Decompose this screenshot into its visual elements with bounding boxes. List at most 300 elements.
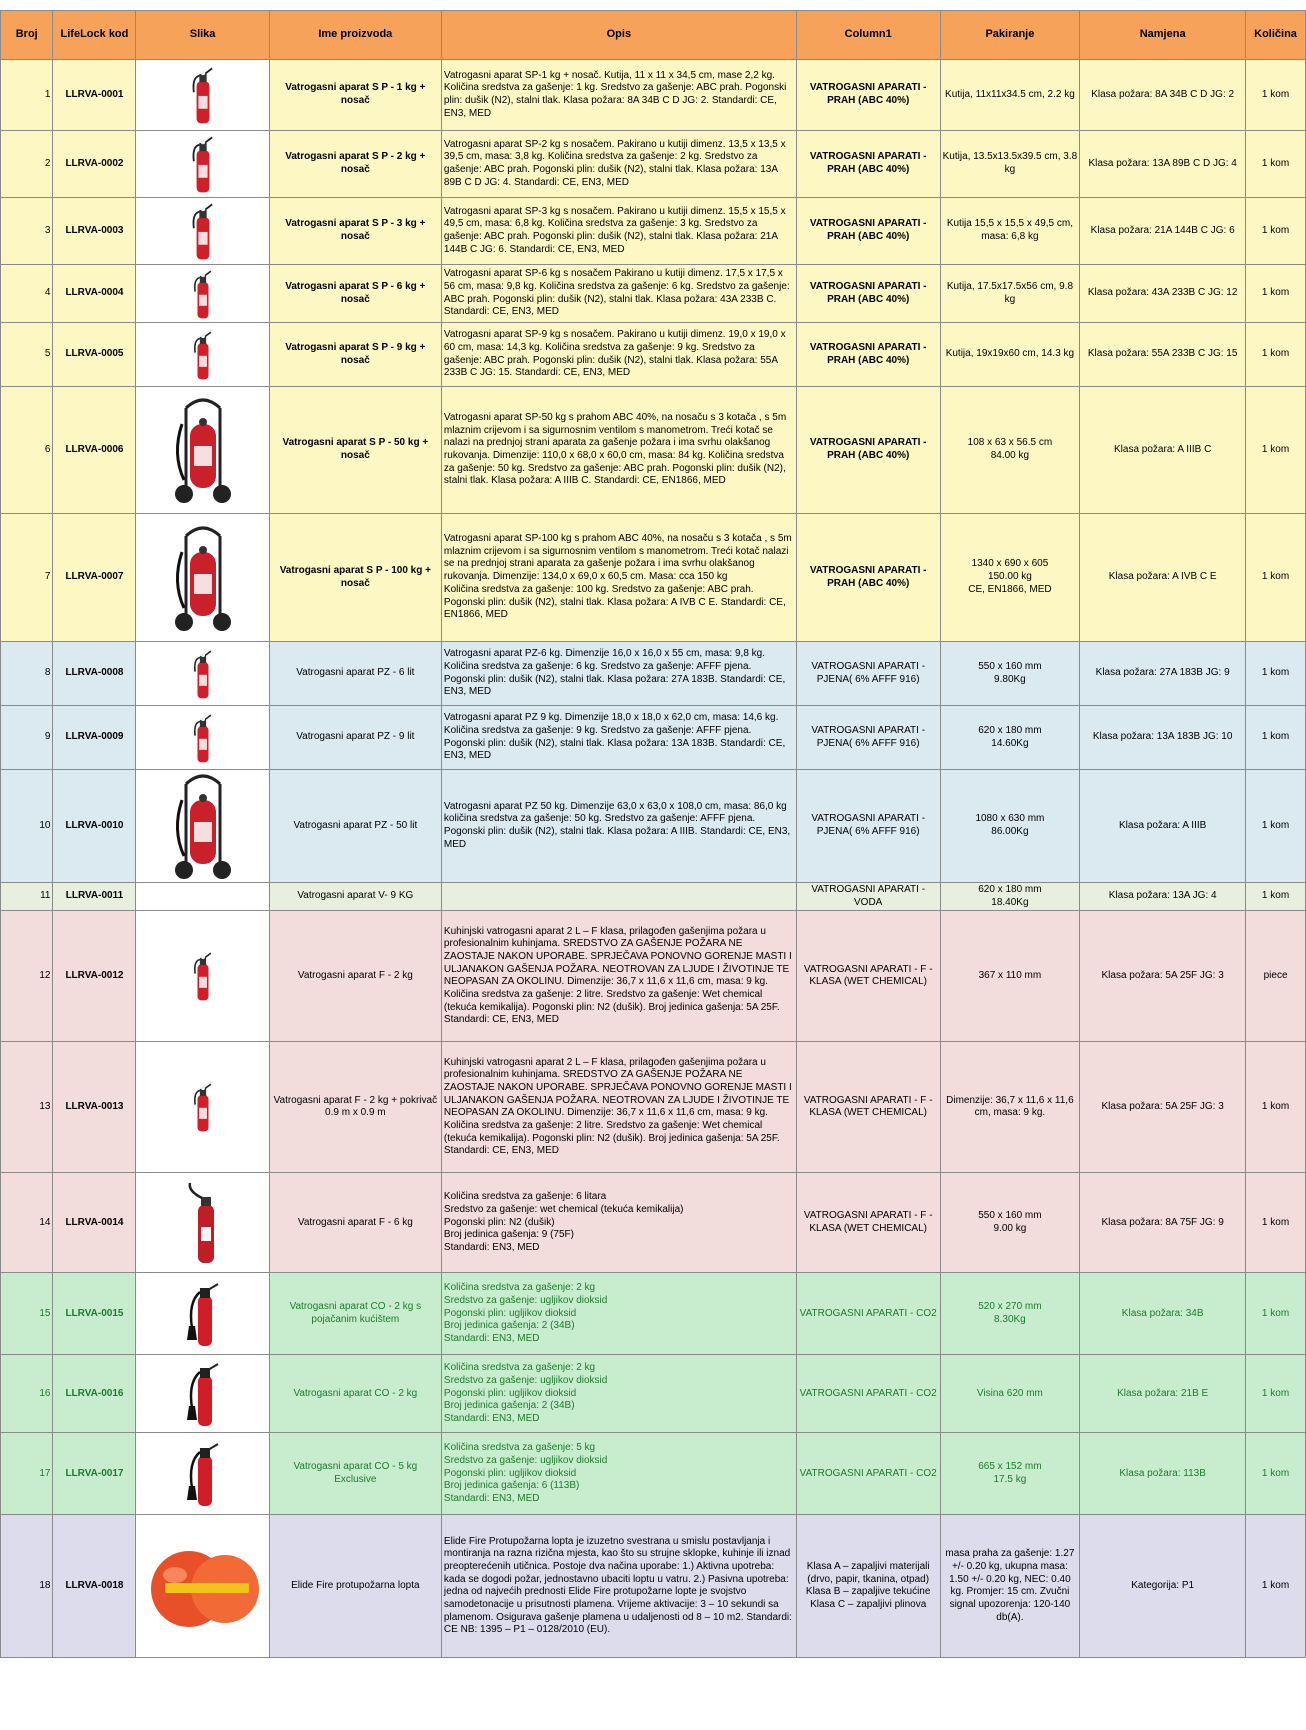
table-row[interactable] xyxy=(1,323,1306,387)
cell-pakiranje-text: Kutija, 19x19x60 cm, 14.3 kg xyxy=(945,348,1075,360)
cell-kolicina-text: 1 kom xyxy=(1261,731,1290,743)
cell-ime[interactable] xyxy=(269,1042,441,1173)
cell-opis-text: Količina sredstva za gašenje: 2 kg Sredstvo za gašenje: ugljikov dioksid Pogonski plin: ugljikov dioksid Broj jedinica gašenja: 2 (34B) Standardi: EN3, MED xyxy=(443,1282,608,1344)
cell-broj-text: 6 xyxy=(44,443,51,455)
cell-namjena-text: Klasa požara: 21B E xyxy=(1117,1387,1209,1399)
cell-broj[interactable] xyxy=(1,323,53,387)
cell-kolicina[interactable] xyxy=(1246,265,1306,323)
cell-namjena[interactable] xyxy=(1080,60,1246,131)
cell-ime-text: Vatrogasni aparat S P - 6 kg + nosač xyxy=(285,280,426,305)
cell-kategorija[interactable] xyxy=(796,642,940,706)
cell-pakiranje[interactable] xyxy=(940,770,1080,883)
cell-pakiranje[interactable] xyxy=(940,706,1080,770)
table-row[interactable] xyxy=(1,265,1306,323)
cell-namjena-text: Klasa požara: 21A 144B C JG: 6 xyxy=(1090,224,1235,236)
cell-opis[interactable] xyxy=(441,60,796,131)
cell-kolicina[interactable] xyxy=(1246,131,1306,198)
cell-opis-text: Vatrogasni aparat SP-6 kg s nosačem Pakirano u kutiji dimenz. 17,5 x 17,5 x 56 cm, masa: 9,8 kg. Količina sredstva za gašenje: 6 kg. Sredstvo za gašenje: ABC prah. Pogonski plin: dušik (N2), stalni tlak. Klasa požara: 43A 233B C. Standardi: CE, EN3, MED xyxy=(443,268,790,318)
table-row[interactable] xyxy=(1,1433,1306,1515)
cell-kategorija[interactable] xyxy=(796,1355,940,1433)
wheeled-fire-extinguisher-icon xyxy=(170,394,236,506)
cell-broj-text: 18 xyxy=(39,1580,51,1592)
cell-kategorija[interactable] xyxy=(796,770,940,883)
cell-kategorija[interactable] xyxy=(796,198,940,265)
cell-broj[interactable] xyxy=(1,1355,53,1433)
cell-broj-text: 17 xyxy=(39,1467,51,1479)
table-row[interactable] xyxy=(1,1515,1306,1658)
cell-pakiranje[interactable] xyxy=(940,1173,1080,1273)
cell-broj-text: 4 xyxy=(44,287,51,299)
cell-opis[interactable] xyxy=(441,1273,796,1355)
col-header-slika[interactable]: Slika xyxy=(136,11,269,60)
cell-namjena-text: Klasa požara: 113B xyxy=(1119,1467,1206,1479)
header-row xyxy=(1,11,1306,60)
cell-broj-text: 5 xyxy=(44,348,51,360)
cell-pakiranje-text: 665 x 152 mm 17.5 kg xyxy=(978,1461,1042,1485)
cell-ime-text: Vatrogasni aparat CO - 5 kg Exclusive xyxy=(293,1461,418,1485)
cell-kod[interactable] xyxy=(53,323,136,387)
cell-broj[interactable] xyxy=(1,1042,53,1173)
cell-broj-text: 9 xyxy=(44,731,51,743)
cell-namjena[interactable] xyxy=(1080,1355,1246,1433)
cell-kolicina-text: 1 kom xyxy=(1261,224,1290,236)
cell-kategorija[interactable] xyxy=(796,387,940,514)
cell-kod-text: LLRVA-0007 xyxy=(65,571,124,583)
cell-kolicina[interactable] xyxy=(1246,387,1306,514)
cell-opis[interactable] xyxy=(441,706,796,770)
cell-slika[interactable] xyxy=(136,1173,269,1273)
cell-namjena[interactable] xyxy=(1080,1433,1246,1515)
table-row[interactable] xyxy=(1,706,1306,770)
cell-broj-text: 3 xyxy=(44,224,51,236)
co2-extinguisher-icon xyxy=(186,1360,220,1428)
cell-opis[interactable] xyxy=(441,131,796,198)
cell-pakiranje-text: 550 x 160 mm 9.80Kg xyxy=(978,660,1042,685)
cell-slika[interactable] xyxy=(136,387,269,514)
col-header-broj[interactable]: Broj xyxy=(1,11,53,60)
cell-kod[interactable] xyxy=(53,883,136,911)
cell-namjena[interactable] xyxy=(1080,198,1246,265)
cell-kolicina-text: 1 kom xyxy=(1261,1580,1290,1592)
cell-broj[interactable] xyxy=(1,387,53,514)
cell-kod-text: LLRVA-0004 xyxy=(65,287,124,299)
cell-kod[interactable] xyxy=(53,1433,136,1515)
cell-broj[interactable] xyxy=(1,265,53,323)
cell-broj-text: 16 xyxy=(39,1387,51,1399)
cell-kategorija-text: VATROGASNI APARATI - F - KLASA (WET CHEMICAL) xyxy=(803,1094,933,1119)
cell-namjena[interactable] xyxy=(1080,323,1246,387)
table-row[interactable] xyxy=(1,60,1306,131)
table-row[interactable] xyxy=(1,883,1306,911)
product-table xyxy=(0,10,1306,1658)
cell-pakiranje-text: masa praha za gašenje: 1.27 +/- 0.20 kg, ukupna masa: 1.50 +/- 0.20 kg, NEC: 0.40 kg. Promjer: 15 cm. Zvučni signal upozorenja: 120-140 db(A). xyxy=(945,1548,1075,1623)
cell-broj[interactable] xyxy=(1,911,53,1042)
cell-ime-text: Vatrogasni aparat PZ - 9 lit xyxy=(296,731,415,743)
cell-ime[interactable] xyxy=(269,323,441,387)
cell-kolicina[interactable] xyxy=(1246,1042,1306,1173)
cell-slika[interactable] xyxy=(136,642,269,706)
cell-namjena[interactable] xyxy=(1080,131,1246,198)
cell-namjena[interactable] xyxy=(1080,706,1246,770)
cell-namjena-text: Klasa požara: A IVB C E xyxy=(1108,571,1217,583)
cell-kolicina[interactable] xyxy=(1246,1433,1306,1515)
fire-extinguisher-small-icon xyxy=(192,131,214,197)
cell-kod[interactable] xyxy=(53,514,136,642)
cell-namjena-text: Klasa požara: 13A 183B JG: 10 xyxy=(1092,731,1233,743)
cell-broj[interactable] xyxy=(1,1173,53,1273)
cell-kod-text: LLRVA-0012 xyxy=(65,970,124,982)
cell-slika[interactable] xyxy=(136,706,269,770)
cell-kolicina[interactable] xyxy=(1246,706,1306,770)
cell-kolicina-text: 1 kom xyxy=(1261,348,1290,360)
table-row[interactable] xyxy=(1,642,1306,706)
cell-opis[interactable] xyxy=(441,642,796,706)
cell-kategorija-text: VATROGASNI APARATI - CO2 xyxy=(799,1387,937,1399)
cell-pakiranje[interactable] xyxy=(940,1433,1080,1515)
cell-kategorija-text: VATROGASNI APARATI - PRAH (ABC 40%) xyxy=(809,564,927,589)
cell-slika[interactable] xyxy=(136,911,269,1042)
cell-ime-text: Vatrogasni aparat F - 6 kg xyxy=(297,1216,413,1228)
table-row[interactable] xyxy=(1,770,1306,883)
cell-opis-text: Vatrogasni aparat PZ 50 kg. Dimenzije 63,0 x 63,0 x 108,0 cm, masa: 86,0 kg količina sredstva za gašenje: 50 kg. Sredstvo za gašenje: AFFF pjena. Pogonski plin: dušik (N2), stalni tlak. Klasa požara: A IIIB. Standardi: CE, EN3, MED xyxy=(443,800,791,850)
cell-broj[interactable] xyxy=(1,514,53,642)
cell-slika[interactable] xyxy=(136,60,269,131)
cell-kod[interactable] xyxy=(53,1042,136,1173)
cell-namjena-text: Klasa požara: 34B xyxy=(1121,1307,1204,1319)
cell-pakiranje-text: Dimenzije: 36,7 x 11,6 x 11,6 cm, masa: 9 kg. xyxy=(946,1094,1074,1119)
cell-kolicina-text: 1 kom xyxy=(1261,1101,1290,1113)
cell-kolicina-text: 1 kom xyxy=(1261,667,1290,679)
cell-kolicina[interactable] xyxy=(1246,323,1306,387)
cell-broj[interactable] xyxy=(1,1273,53,1355)
cell-kolicina-text: 1 kom xyxy=(1261,571,1290,583)
cell-namjena[interactable] xyxy=(1080,1042,1246,1173)
cell-pakiranje[interactable] xyxy=(940,1355,1080,1433)
cell-kolicina-text: piece xyxy=(1263,970,1288,982)
cell-opis-text: Vatrogasni aparat SP-100 kg s prahom ABC 40%, na nosaču s 3 kotača , s 5m mlaznim crijevom i sa sigurnosnim ventilom s manometrom. Treći kotač nalazi se na prednjoj strani aparata za gašenje požara i ima svrhu olakšanog rukovanja. Dimenzije: 134,0 x 69,0 x 60,5 cm. Masa: cca 150 kg Količina sredstva za gašenje: 100 kg. Sredstvo za gašenje: ABC prah. Pogonski plin: dušik (N2), stalni tlak. Klasa požara: A IVB C E. Standardi: CE, EN1866, MED xyxy=(443,533,792,621)
cell-namjena[interactable] xyxy=(1080,911,1246,1042)
cell-kategorija-text: VATROGASNI APARATI - PJENA( 6% AFFF 916) xyxy=(811,724,926,749)
cell-ime[interactable] xyxy=(269,883,441,911)
cell-broj[interactable] xyxy=(1,706,53,770)
cell-opis-text: Kuhinjski vatrogasni aparat 2 L – F klasa, prilagođen gašenjima požara u profesionalnim kuhinjama. SREDSTVO ZA GAŠENJE POŽARA NE ZAOSTAJE NAKON UPORABE. SPRJEČAVA PONOVNO GORENJE MASTI I ULJANAKON GAŠENJA POŽARA. NEOTROVAN ZA LJUDE I ŽIVOTINJE TE NEOPASAN ZA OKOLINU. Dimenzije: 36,7 x 11,6 x 11,6 cm, masa: 9 kg. Količina sredstva za gašenje: 2 litre. Sredstvo za gašenje: Wet chemical (tekuća kemikalija). Pogonski plin: N2 (dušik). Broj jedinica gašenja: 5A 25F. Standardi: CE, EN3, MED xyxy=(443,1056,792,1157)
cell-slika[interactable] xyxy=(136,1355,269,1433)
cell-kategorija[interactable] xyxy=(796,60,940,131)
cell-namjena-text: Klasa požara: 13A 89B C D JG: 4 xyxy=(1088,157,1237,169)
cell-namjena-text: Klasa požara: 55A 233B C JG: 15 xyxy=(1087,348,1238,360)
cell-kolicina-text: 1 kom xyxy=(1261,890,1290,902)
cell-namjena[interactable] xyxy=(1080,642,1246,706)
cell-kategorija-text: VATROGASNI APARATI - PJENA( 6% AFFF 916) xyxy=(811,660,926,685)
cell-kod[interactable] xyxy=(53,131,136,198)
cell-opis[interactable] xyxy=(441,198,796,265)
cell-namjena[interactable] xyxy=(1080,1173,1246,1273)
cell-kategorija[interactable] xyxy=(796,131,940,198)
cell-slika[interactable] xyxy=(136,131,269,198)
cell-kolicina-text: 1 kom xyxy=(1261,1387,1290,1399)
cell-opis[interactable] xyxy=(441,1433,796,1515)
fire-extinguisher-icon xyxy=(191,329,215,381)
cell-namjena[interactable] xyxy=(1080,1515,1246,1658)
cell-kod-text: LLRVA-0002 xyxy=(65,157,124,169)
cell-opis[interactable] xyxy=(441,911,796,1042)
cell-opis[interactable] xyxy=(441,1173,796,1273)
cell-opis[interactable] xyxy=(441,1042,796,1173)
cell-kategorija[interactable] xyxy=(796,1433,940,1515)
cell-kategorija[interactable] xyxy=(796,265,940,323)
cell-kategorija-text: VATROGASNI APARATI - PRAH (ABC 40%) xyxy=(809,218,927,242)
cell-pakiranje[interactable] xyxy=(940,1515,1080,1658)
cell-kategorija[interactable] xyxy=(796,323,940,387)
cell-pakiranje-text: Kutija 15,5 x 15,5 x 49,5 cm, masa: 6,8 kg xyxy=(946,218,1073,242)
table-row[interactable] xyxy=(1,387,1306,514)
cell-slika[interactable] xyxy=(136,1042,269,1173)
cell-ime-text: Vatrogasni aparat S P - 100 kg + nosač xyxy=(279,564,431,589)
cell-kod[interactable] xyxy=(53,1173,136,1273)
fire-ball-icon xyxy=(145,1531,261,1641)
cell-kod[interactable] xyxy=(53,706,136,770)
table-row[interactable] xyxy=(1,514,1306,642)
cell-kategorija[interactable] xyxy=(796,1173,940,1273)
cell-pakiranje-text: 520 x 270 mm 8.30Kg xyxy=(978,1301,1042,1325)
cell-ime-text: Vatrogasni aparat F - 2 kg xyxy=(297,970,413,982)
cell-kolicina[interactable] xyxy=(1246,1355,1306,1433)
cell-pakiranje[interactable] xyxy=(940,131,1080,198)
cell-pakiranje[interactable] xyxy=(940,265,1080,323)
cell-ime[interactable] xyxy=(269,642,441,706)
cell-kategorija[interactable] xyxy=(796,911,940,1042)
cell-kod-text: LLRVA-0010 xyxy=(65,819,124,831)
cell-opis[interactable] xyxy=(441,883,796,911)
table-row[interactable] xyxy=(1,1355,1306,1433)
cell-ime[interactable] xyxy=(269,514,441,642)
cell-kategorija-text: VATROGASNI APARATI - PRAH (ABC 40%) xyxy=(809,82,927,106)
col-header-ime[interactable]: Ime proizvoda xyxy=(269,11,441,60)
cell-opis-text: Kuhinjski vatrogasni aparat 2 L – F klasa, prilagođen gašenjima požara u profesionalnim kuhinjama. SREDSTVO ZA GAŠENJE POŽARA NE ZAOSTAJE NAKON UPORABE. SPRJEČAVA PONOVNO GORENJE MASTI I ULJANAKON GAŠENJA POŽARA. NEOTROVAN ZA LJUDE I ŽIVOTINJE TE NEOPASAN ZA OKOLINU. Dimenzije: 36,7 x 11,6 x 11,6 cm, masa: 9 kg. Količina sredstva za gašenje: 2 litre. Sredstvo za gašenje: Wet chemical (tekuća kemikalija). Pogonski plin: N2 (dušik). Broj jedinica gašenja: 5A 25F. Standardi: CE, EN3, MED xyxy=(443,925,792,1026)
table-row[interactable] xyxy=(1,911,1306,1042)
cell-slika[interactable] xyxy=(136,198,269,265)
cell-namjena-text: Klasa požara: 5A 25F JG: 3 xyxy=(1101,1101,1224,1113)
cell-kategorija[interactable] xyxy=(796,1273,940,1355)
cell-kategorija-text: VATROGASNI APARATI - PRAH (ABC 40%) xyxy=(809,280,927,305)
cell-broj[interactable] xyxy=(1,642,53,706)
cell-ime[interactable] xyxy=(269,1433,441,1515)
cell-pakiranje-text: 620 x 180 mm 14.60Kg xyxy=(978,724,1042,749)
cell-opis[interactable] xyxy=(441,770,796,883)
wheeled-fire-extinguisher-icon xyxy=(170,770,236,882)
cell-pakiranje[interactable] xyxy=(940,642,1080,706)
cell-ime[interactable] xyxy=(269,1515,441,1658)
cell-kategorija-text: VATROGASNI APARATI - PJENA( 6% AFFF 916) xyxy=(811,813,926,837)
col-header-opis[interactable]: Opis xyxy=(441,11,796,60)
cell-broj[interactable] xyxy=(1,883,53,911)
cell-namjena[interactable] xyxy=(1080,770,1246,883)
cell-namjena[interactable] xyxy=(1080,387,1246,514)
cell-broj[interactable] xyxy=(1,770,53,883)
cell-ime[interactable] xyxy=(269,1173,441,1273)
cell-slika[interactable] xyxy=(136,1273,269,1355)
cell-ime[interactable] xyxy=(269,1355,441,1433)
cell-slika[interactable] xyxy=(136,1433,269,1515)
cell-pakiranje[interactable] xyxy=(940,514,1080,642)
cell-opis-text: Vatrogasni aparat SP-9 kg s nosačem. Pakirano u kutiji dimenz. 19,0 x 19,0 x 60 cm, masa: 14,3 kg. Količina sredstva za gašenje: 9 kg. Sredstvo za gašenje: ABC prah. Pogonski plin: dušik (N2), stalni tlak. Klasa požara: 55A 233B C JG: 15. Standardi: CE, EN3, MED xyxy=(443,329,786,379)
cell-kolicina[interactable] xyxy=(1246,1173,1306,1273)
cell-opis-text: Vatrogasni aparat SP-2 kg s nosačem. Pakirano u kutiji dimenz. 13,5 x 13,5 x 39,5 cm, masa: 3,8 kg. Količina sredstva za gašenje: 2 kg. Sredstvo za gašenje: ABC prah. Pogonski plin: dušik (N2), stalni tlak. Klasa požara: 13A 89B C D JG: 4. Standardi: CE, EN3, MED xyxy=(443,138,786,188)
cell-namjena[interactable] xyxy=(1080,514,1246,642)
cell-namjena[interactable] xyxy=(1080,1273,1246,1355)
cell-kolicina[interactable] xyxy=(1246,642,1306,706)
cell-kod[interactable] xyxy=(53,642,136,706)
cell-ime[interactable] xyxy=(269,198,441,265)
cell-pakiranje[interactable] xyxy=(940,883,1080,911)
col-header-pakiranje[interactable]: Pakiranje xyxy=(940,11,1080,60)
cell-broj-text: 7 xyxy=(44,571,51,583)
cell-ime[interactable] xyxy=(269,131,441,198)
cell-opis-text: Vatrogasni aparat SP-3 kg s nosačem. Pakirano u kutiji dimenz. 15,5 x 15,5 x 49,5 cm, masa: 6,8 kg. Količina sredstva za gašenje: 3 kg. Sredstvo za gašenje: ABC prah. Pogonski plin: dušik (N2), stalni tlak. Klasa požara: 21A 144B C JG: 6. Standardi: CE, EN3, MED xyxy=(443,205,786,255)
cell-broj[interactable] xyxy=(1,1433,53,1515)
cell-kolicina[interactable] xyxy=(1246,1273,1306,1355)
cell-ime[interactable] xyxy=(269,60,441,131)
cell-kategorija[interactable] xyxy=(796,514,940,642)
cell-ime-text: Vatrogasni aparat CO - 2 kg xyxy=(293,1387,418,1399)
cell-slika[interactable] xyxy=(136,883,269,911)
cell-kod-text: LLRVA-0009 xyxy=(65,731,124,743)
cell-kod-text: LLRVA-0014 xyxy=(65,1216,124,1228)
cell-pakiranje-text: Visina 620 mm xyxy=(976,1387,1043,1399)
cell-slika[interactable] xyxy=(136,770,269,883)
co2-extinguisher-icon xyxy=(186,1440,220,1508)
cell-kod[interactable] xyxy=(53,911,136,1042)
cell-namjena-text: Klasa požara: A IIIB C xyxy=(1114,443,1212,455)
cell-ime[interactable] xyxy=(269,387,441,514)
cell-pakiranje-text: 620 x 180 mm 18.40Kg xyxy=(978,884,1042,908)
cell-opis[interactable] xyxy=(441,1355,796,1433)
cell-kolicina-text: 1 kom xyxy=(1261,157,1290,169)
cell-ime[interactable] xyxy=(269,770,441,883)
cell-broj[interactable] xyxy=(1,198,53,265)
cell-kod[interactable] xyxy=(53,770,136,883)
cell-namjena-text: Klasa požara: 27A 183B JG: 9 xyxy=(1095,667,1230,679)
cell-kod[interactable] xyxy=(53,1355,136,1433)
cell-broj[interactable] xyxy=(1,131,53,198)
cell-kategorija-text: VATROGASNI APARATI - PRAH (ABC 40%) xyxy=(809,437,927,461)
cell-kod-text: LLRVA-0001 xyxy=(65,88,124,100)
cell-ime[interactable] xyxy=(269,911,441,1042)
cell-kod-text: LLRVA-0013 xyxy=(65,1101,124,1113)
cell-ime-text: Vatrogasni aparat S P - 50 kg + nosač xyxy=(282,437,429,461)
fire-extinguisher-icon xyxy=(191,648,215,700)
cell-pakiranje-text: Kutija, 17.5x17.5x56 cm, 9.8 kg xyxy=(946,280,1073,305)
cell-broj-text: 14 xyxy=(39,1216,51,1228)
cell-ime-text: Elide Fire protupožarna lopta xyxy=(291,1580,420,1592)
cell-kod-text: LLRVA-0008 xyxy=(65,667,124,679)
cell-ime-text: Vatrogasni aparat CO - 2 kg s pojačanim kućištem xyxy=(289,1301,422,1325)
cell-kategorija[interactable] xyxy=(796,706,940,770)
cell-broj-text: 11 xyxy=(40,890,51,902)
cell-broj-text: 2 xyxy=(44,157,51,169)
cell-broj-text: 1 xyxy=(44,88,51,100)
cell-kategorija[interactable] xyxy=(796,883,940,911)
fire-extinguisher-icon xyxy=(191,950,215,1002)
cell-kategorija[interactable] xyxy=(796,1042,940,1173)
col-header-kolicina[interactable]: Količina xyxy=(1246,11,1306,60)
cell-pakiranje[interactable] xyxy=(940,198,1080,265)
cell-slika[interactable] xyxy=(136,323,269,387)
cell-kategorija-text: VATROGASNI APARATI - F - KLASA (WET CHEMICAL) xyxy=(803,963,933,988)
cell-kod-text: LLRVA-0005 xyxy=(65,348,124,360)
cell-opis[interactable] xyxy=(441,514,796,642)
cell-kod[interactable] xyxy=(53,60,136,131)
cell-opis[interactable] xyxy=(441,1515,796,1658)
cell-pakiranje-text: 550 x 160 mm 9.00 kg xyxy=(978,1210,1042,1234)
cell-opis[interactable] xyxy=(441,323,796,387)
cell-slika[interactable] xyxy=(136,514,269,642)
cell-kolicina[interactable] xyxy=(1246,883,1306,911)
cell-pakiranje[interactable] xyxy=(940,1273,1080,1355)
cell-pakiranje[interactable] xyxy=(940,911,1080,1042)
cell-pakiranje-text: Kutija, 13.5x13.5x39.5 cm, 3.8 kg xyxy=(942,151,1078,175)
cell-kolicina[interactable] xyxy=(1246,60,1306,131)
col-header-namjena[interactable]: Namjena xyxy=(1080,11,1246,60)
cell-kod[interactable] xyxy=(53,198,136,265)
col-header-column1[interactable]: Column1 xyxy=(796,11,940,60)
cell-pakiranje-text: 1340 x 690 x 605 150.00 kg CE, EN1866, MED xyxy=(968,558,1052,595)
cell-kolicina-text: 1 kom xyxy=(1261,819,1290,831)
cell-kategorija[interactable] xyxy=(796,1515,940,1658)
cell-opis[interactable] xyxy=(441,387,796,514)
table-row[interactable] xyxy=(1,1173,1306,1273)
cell-ime-text: Vatrogasni aparat S P - 1 kg + nosač xyxy=(285,82,426,106)
table-row[interactable] xyxy=(1,1273,1306,1355)
cell-kod-text: LLRVA-0011 xyxy=(65,890,124,902)
cell-kod[interactable] xyxy=(53,265,136,323)
cell-opis[interactable] xyxy=(441,265,796,323)
cell-kod[interactable] xyxy=(53,1515,136,1658)
table-row[interactable] xyxy=(1,1042,1306,1173)
cell-broj[interactable] xyxy=(1,1515,53,1658)
table-row[interactable] xyxy=(1,131,1306,198)
cell-kategorija-text: VATROGASNI APARATI - PRAH (ABC 40%) xyxy=(809,151,927,175)
cell-namjena[interactable] xyxy=(1080,265,1246,323)
col-header-kod[interactable]: LifeLock kod xyxy=(53,11,136,60)
cell-slika[interactable] xyxy=(136,1515,269,1658)
cell-pakiranje[interactable] xyxy=(940,1042,1080,1173)
cell-namjena-text: Klasa požara: 8A 34B C D JG: 2 xyxy=(1091,88,1235,100)
cell-kolicina[interactable] xyxy=(1246,514,1306,642)
cell-ime[interactable] xyxy=(269,1273,441,1355)
cell-kolicina[interactable] xyxy=(1246,911,1306,1042)
cell-namjena[interactable] xyxy=(1080,883,1246,911)
cell-pakiranje[interactable] xyxy=(940,60,1080,131)
fire-extinguisher-icon xyxy=(191,268,215,320)
table-row[interactable] xyxy=(1,198,1306,265)
cell-broj[interactable] xyxy=(1,60,53,131)
cell-kolicina[interactable] xyxy=(1246,1515,1306,1658)
cell-kod-text: LLRVA-0016 xyxy=(65,1387,124,1399)
cell-kod[interactable] xyxy=(53,1273,136,1355)
cell-namjena-text: Klasa požara: A IIIB xyxy=(1119,819,1207,831)
cell-pakiranje[interactable] xyxy=(940,323,1080,387)
cell-kolicina[interactable] xyxy=(1246,198,1306,265)
cell-slika[interactable] xyxy=(136,265,269,323)
fire-extinguisher-icon xyxy=(191,712,215,764)
cell-kod[interactable] xyxy=(53,387,136,514)
cell-kolicina[interactable] xyxy=(1246,770,1306,883)
cell-pakiranje[interactable] xyxy=(940,387,1080,514)
cell-broj-text: 15 xyxy=(39,1307,51,1319)
cell-ime[interactable] xyxy=(269,706,441,770)
cell-ime[interactable] xyxy=(269,265,441,323)
